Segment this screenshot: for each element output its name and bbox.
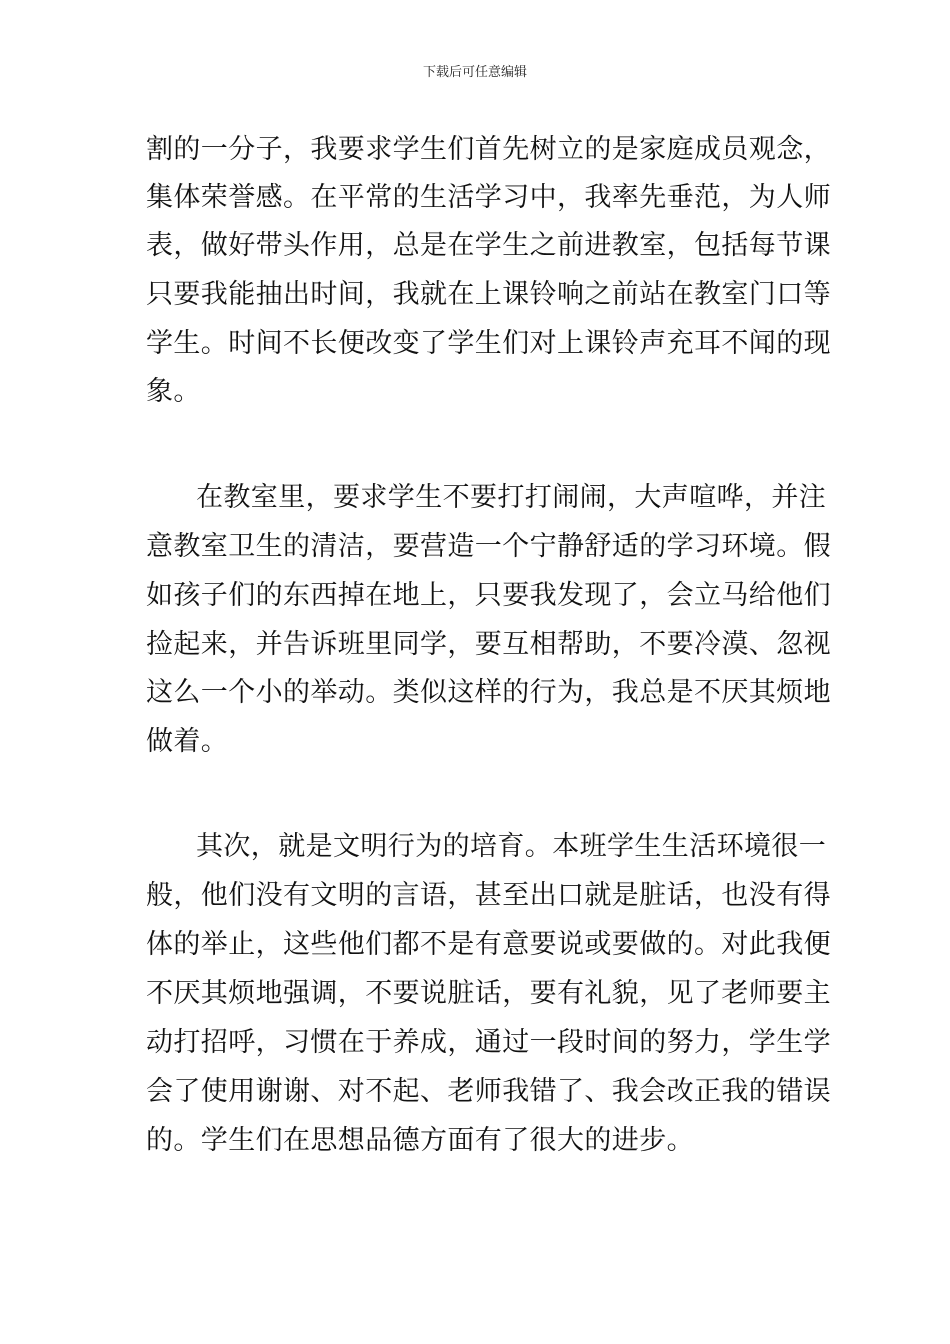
paragraph-1-line-3: 表，做好带头作用，总是在学生之前进教室，包括每节课: [146, 230, 831, 261]
paragraph-3-line-3: 体的举止，这些他们都不是有意要说或要做的。对此我便: [146, 929, 831, 960]
paragraph-2-line-1: 在教室里，要求学生不要打打闹闹，大声喧哗，并注: [196, 482, 827, 513]
paragraph-1-line-4: 只要我能抽出时间，我就在上课铃响之前站在教室门口等: [146, 279, 831, 310]
paragraph-3-line-7: 的。学生们在思想品德方面有了很大的进步。: [146, 1125, 694, 1156]
paragraph-2-line-3: 如孩子们的东西掉在地上，只要我发现了，会立马给他们: [146, 580, 831, 611]
paragraph-1-line-6: 象。: [146, 376, 201, 407]
paragraph-1-line-2: 集体荣誉感。在平常的生活学习中，我率先垂范，为人师: [146, 182, 831, 213]
paragraph-1-line-1: 割的一分子，我要求学生们首先树立的是家庭成员观念，: [146, 134, 831, 165]
paragraph-3-line-2: 般，他们没有文明的言语，甚至出口就是脏话，也没有得: [146, 880, 831, 911]
paragraph-2-line-4: 捡起来，并告诉班里同学，要互相帮助，不要冷漠、忽视: [146, 629, 831, 660]
paragraph-3-line-1: 其次，就是文明行为的培育。本班学生生活环境很一: [196, 831, 827, 862]
paragraph-1-line-5: 学生。时间不长便改变了学生们对上课铃声充耳不闻的现: [146, 328, 831, 359]
paragraph-3-line-5: 动打招呼，习惯在于养成，通过一段时间的努力，学生学: [146, 1027, 831, 1058]
paragraph-2-line-6: 做着。: [146, 726, 229, 757]
paragraph-2-line-5: 这么一个小的举动。类似这样的行为，我总是不厌其烦地: [146, 677, 831, 708]
paragraph-3-line-6: 会了使用谢谢、对不起、老师我错了、我会改正我的错误: [146, 1076, 831, 1107]
paragraph-3-line-4: 不厌其烦地强调，不要说脏话，要有礼貌，见了老师要主: [146, 978, 831, 1009]
paragraph-2-line-2: 意教室卫生的清洁，要营造一个宁静舒适的学习环境。假: [146, 531, 831, 562]
page-header: 下载后可任意编辑: [422, 65, 527, 80]
